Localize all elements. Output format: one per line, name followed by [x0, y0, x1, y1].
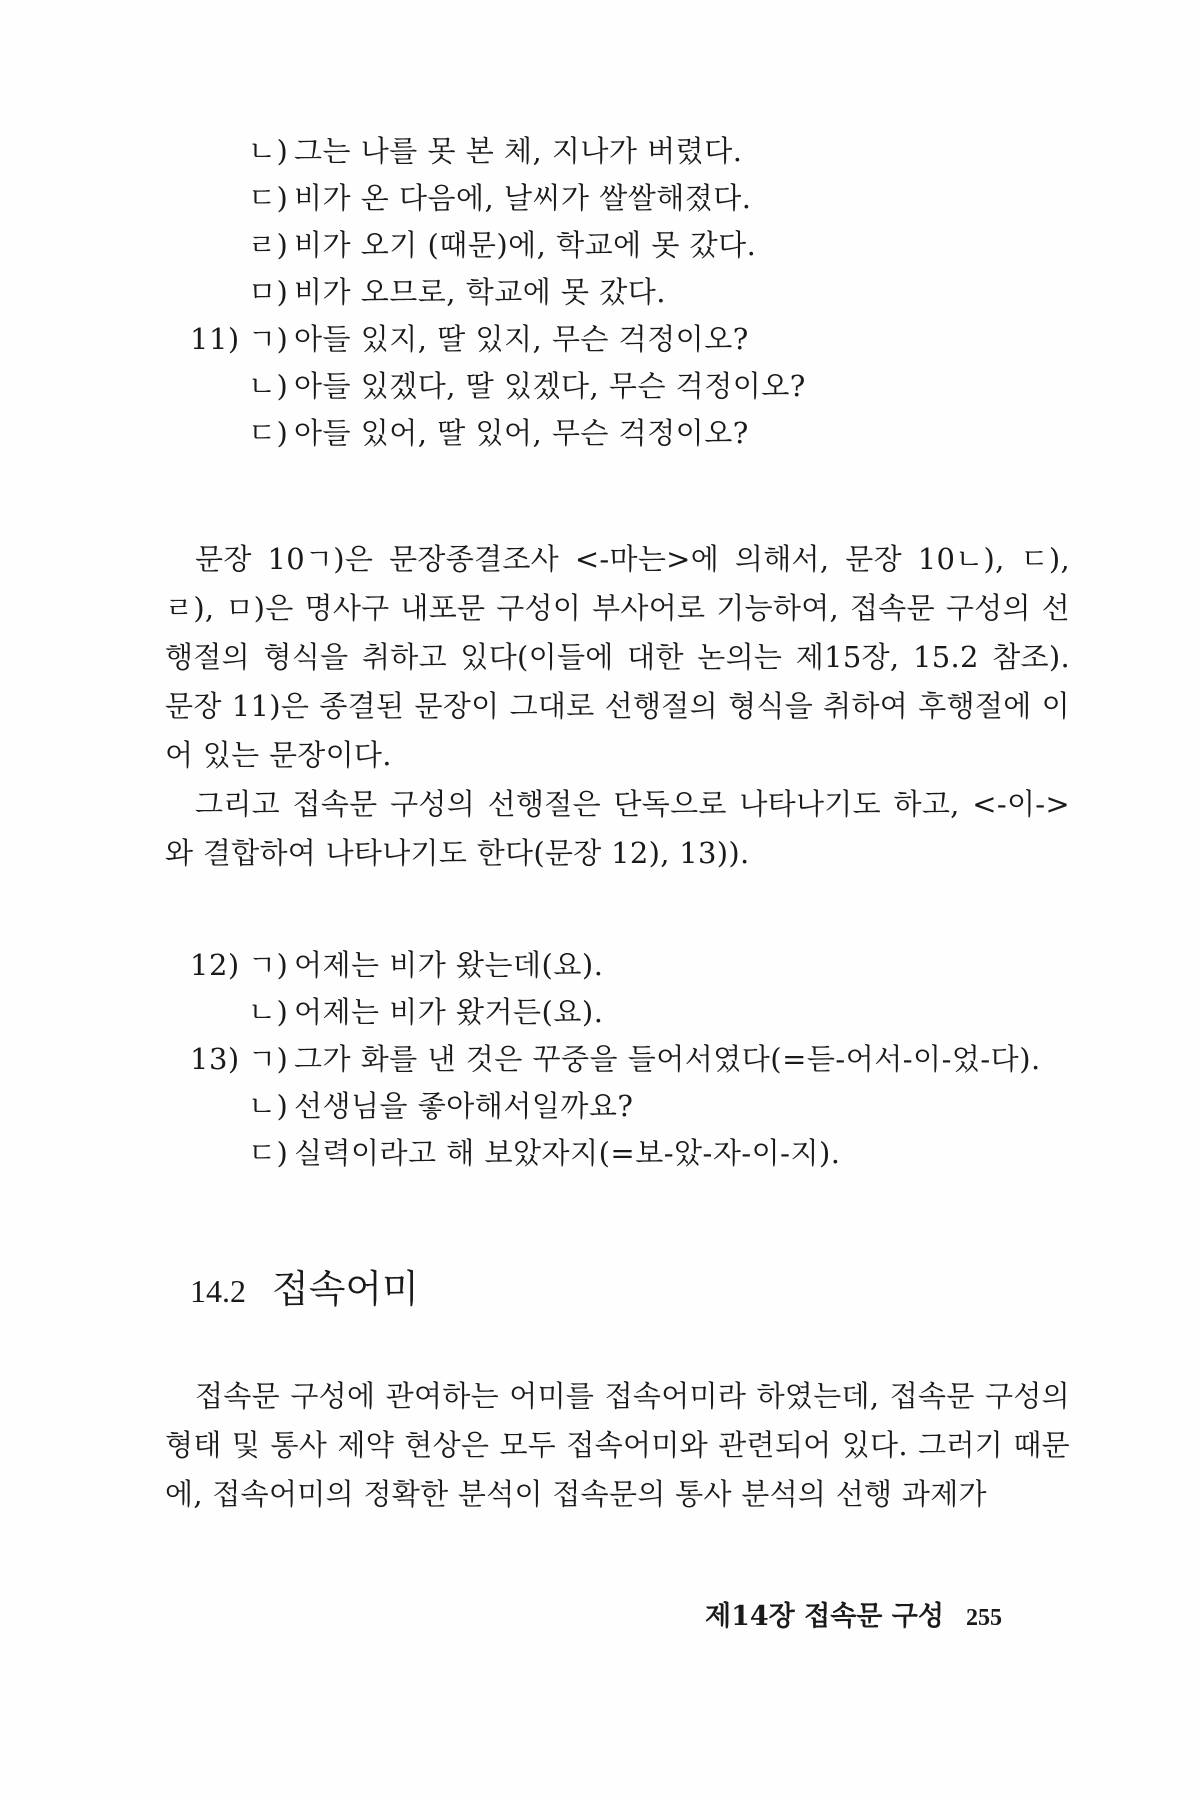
example-marker: ㄷ)	[248, 416, 289, 450]
example-text: 실력이라고 해 보았자지(=보-았-자-이-지).	[294, 1136, 841, 1170]
example-line	[190, 416, 749, 450]
example-marker: ㄴ)	[248, 369, 289, 403]
example-text: 그는 나를 못 본 체, 지나가 버렸다.	[294, 134, 743, 168]
example-text: 비가 오므로, 학교에 못 갔다.	[294, 275, 666, 309]
example-text: 어제는 비가 왔는데(요).	[294, 948, 604, 982]
paragraph-text: 그리고 접속문 구성의 선행절은 단독으로 나타나기도 하고, <-이->와 결합하여 나타나기도 한다(문장 12), 13)).	[165, 787, 1070, 870]
paragraph-text: 접속문 구성에 관여하는 어미를 접속어미라 하였는데, 접속문 구성의 형태 및 통사 제약 현상은 모두 접속어미와 관련되어 있다. 그러기 때문에, 접속어미의 정확한 분석이 접속문의 통사 분석의 선행 과제가	[165, 1379, 1070, 1511]
example-line	[190, 134, 743, 168]
example-line	[190, 995, 604, 1029]
body-paragraph	[165, 535, 1070, 780]
example-line	[190, 948, 604, 982]
example-marker: ㄴ)	[248, 995, 289, 1029]
page-footer	[705, 1594, 1002, 1633]
example-number: 13)	[190, 1042, 240, 1076]
example-marker: ㄷ)	[248, 1136, 289, 1170]
example-marker: ㄱ)	[248, 322, 289, 356]
example-line	[190, 369, 806, 403]
chapter-title: 제14장 접속문 구성	[705, 1601, 944, 1632]
section-number: 14.2	[190, 1273, 246, 1309]
example-marker: ㄱ)	[248, 948, 289, 982]
example-text: 그가 화를 낸 것은 꾸중을 들어서였다(=듣-어서-이-었-다).	[294, 1042, 1041, 1076]
example-marker: ㅁ)	[248, 275, 289, 309]
example-text: 비가 오기 (때문)에, 학교에 못 갔다.	[294, 228, 757, 262]
example-line	[190, 1089, 634, 1123]
example-text: 비가 온 다음에, 날씨가 쌀쌀해졌다.	[294, 181, 752, 215]
example-marker: ㄱ)	[248, 1042, 289, 1076]
example-line	[190, 181, 752, 215]
example-text: 아들 있겠다, 딸 있겠다, 무슨 걱정이오?	[294, 369, 806, 403]
example-text: 아들 있어, 딸 있어, 무슨 걱정이오?	[294, 416, 749, 450]
example-text: 아들 있지, 딸 있지, 무슨 걱정이오?	[294, 322, 749, 356]
example-line	[190, 1042, 1041, 1076]
paragraph-text: 문장 10ㄱ)은 문장종결조사 <-마는>에 의해서, 문장 10ㄴ), ㄷ), ㄹ), ㅁ)은 명사구 내포문 구성이 부사어로 기능하여, 접속문 구성의 선행절의 형식을 취하고 있다(이들에 대한 논의는 제15장, 15.2 참조). 문장 11)은 종결된 문장이 그대로 선행절의 형식을 취하여 후행절에 이어 있는 문장이다.	[165, 542, 1070, 772]
example-line	[190, 322, 749, 356]
example-number: 12)	[190, 948, 240, 982]
body-paragraph	[165, 1372, 1070, 1519]
body-paragraph	[165, 780, 1070, 878]
example-line	[190, 1136, 841, 1170]
example-line	[190, 228, 757, 262]
example-text: 어제는 비가 왔거든(요).	[294, 995, 604, 1029]
example-marker: ㄴ)	[248, 1089, 289, 1123]
section-heading	[190, 1267, 419, 1311]
example-marker: ㄴ)	[248, 134, 289, 168]
page-number: 255	[965, 1605, 1002, 1631]
example-marker: ㄹ)	[248, 228, 289, 262]
section-title: 접속어미	[272, 1267, 419, 1311]
example-line	[190, 275, 666, 309]
example-marker: ㄷ)	[248, 181, 289, 215]
example-text: 선생님을 좋아해서일까요?	[294, 1089, 634, 1123]
example-number: 11)	[190, 322, 240, 356]
